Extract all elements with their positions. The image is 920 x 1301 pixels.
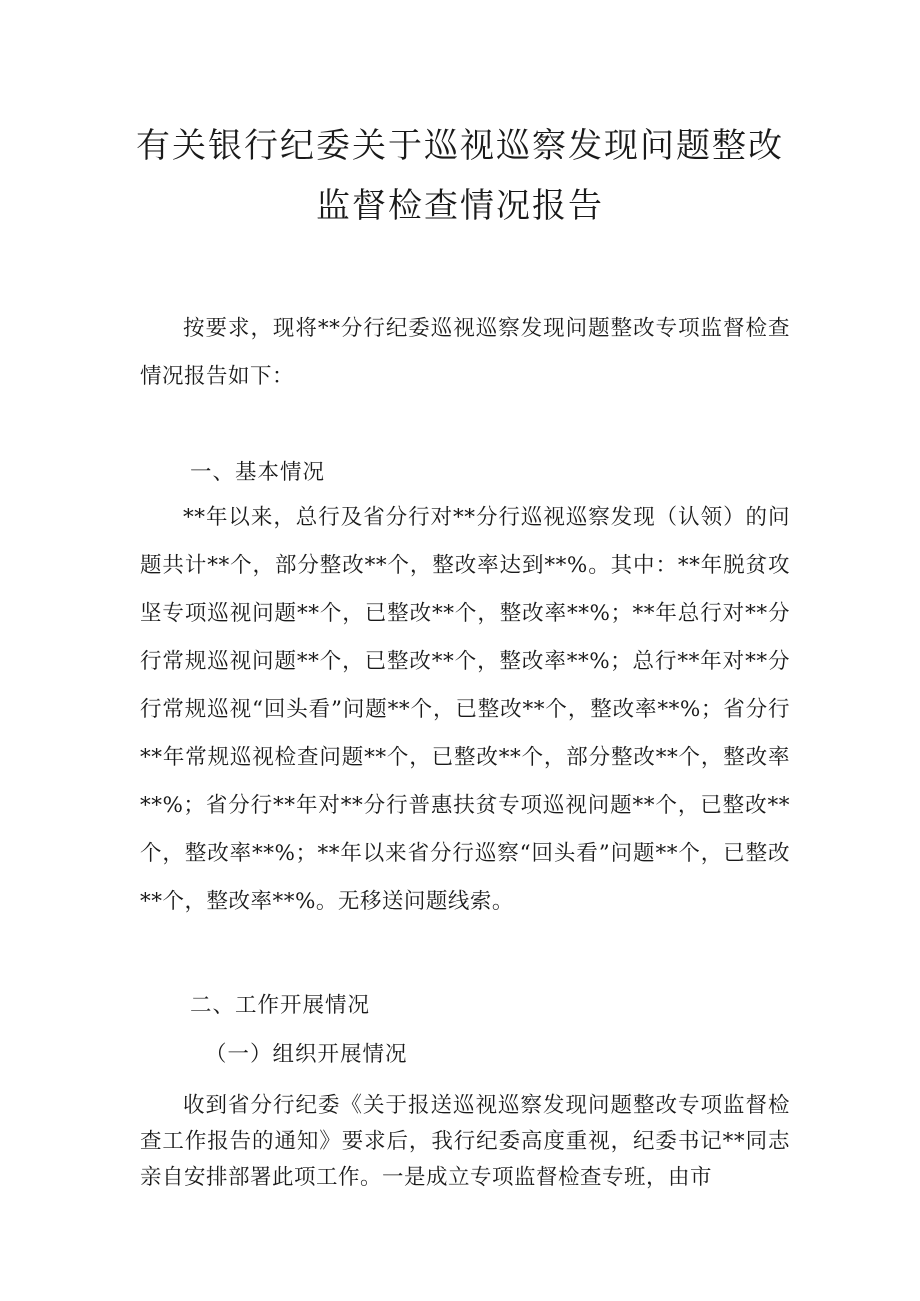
document-title-line-2: 监督检查情况报告 [316, 186, 604, 226]
document-title-line-1: 有关银行纪委关于巡视巡察发现问题整改 [136, 126, 784, 166]
section-heading-basic-situation: 一、基本情况 [190, 460, 326, 485]
subsection-body-organization: 收到省分行纪委《关于报送巡视巡察发现问题整改专项监督检查工作报告的通知》要求后，我行纪委高度重视，纪委书记**同志亲自安排部署此项工作。一是成立专项监督检查专班，由市 [140, 1093, 790, 1190]
section-heading-work-progress: 二、工作开展情况 [190, 993, 371, 1018]
section-body-basic-situation: **年以来，总行及省分行对**分行巡视巡察发现（认领）的问题共计**个，部分整改**个，整改率达到**%。其中：**年脱贫攻坚专项巡视问题**个，已整改**个，整改率**%；**年总行对**分行常规巡视问题**个，已整改**个，整改率**%；总行**年对**分行常规巡视“回头看”问题**个，已整改**个，整改率**%；省分行**年常规巡视检查问题**个，已整改**个，部分整改**个，整改率**%；省分行**年对**分行普惠扶贫专项巡视问题**个，已整改**个，整改率**%；**年以来省分行巡察“回头看”问题**个，已整改**个，整改率**%。无移送问题线索。 [140, 505, 790, 914]
subsection-heading-organization: （一）组织开展情况 [205, 1042, 408, 1067]
intro-paragraph: 按要求，现将**分行纪委巡视巡察发现问题整改专项监督检查情况报告如下： [140, 316, 790, 389]
